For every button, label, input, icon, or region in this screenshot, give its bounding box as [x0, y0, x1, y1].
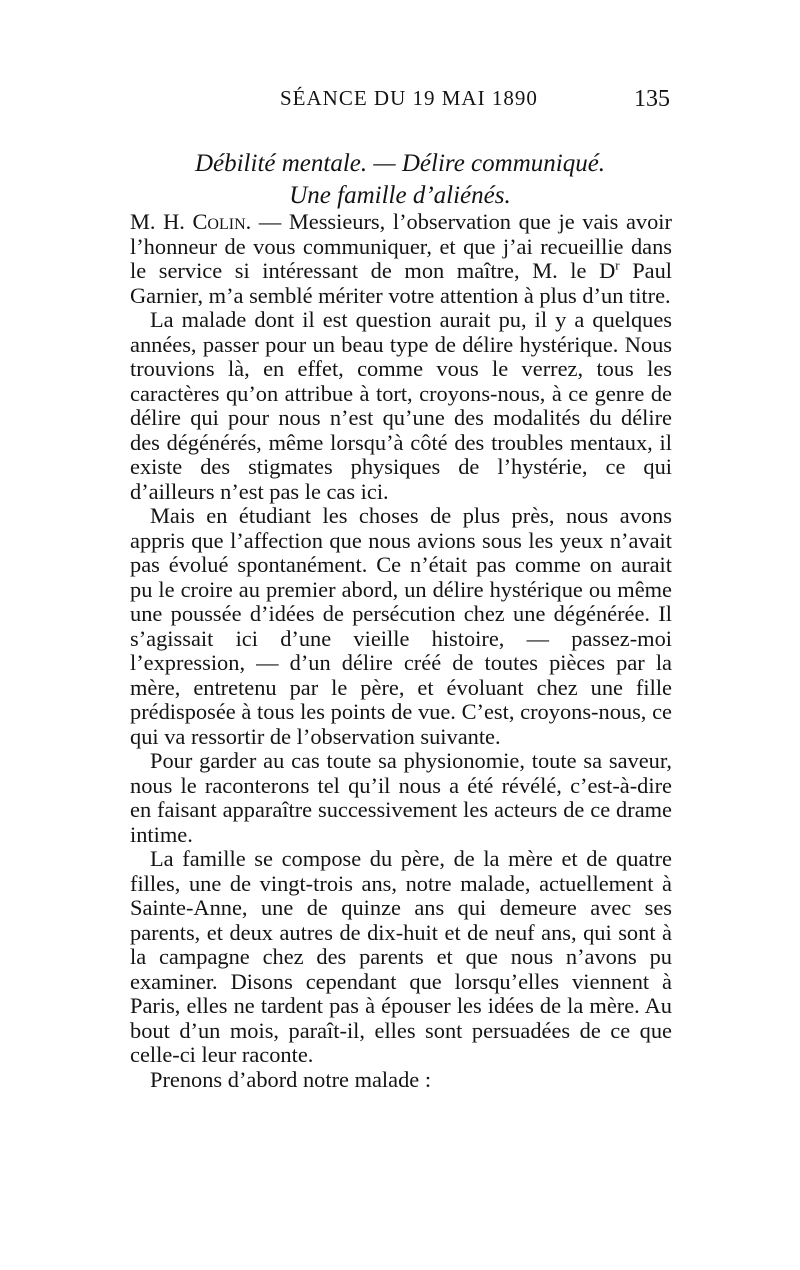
body-text: [130, 210, 672, 1092]
page-header: [130, 86, 670, 116]
paragraph-6: Prenons d’abord notre malade :: [150, 1066, 432, 1092]
paragraph-2: La malade dont il est question aurait pu, il y a quelques années, passer pour un beau type de délire hystérique. Nous trouvions là, en effet, comme vous le verrez, tous les caractères qu’on attribue à tort, croyons-nous, à ce genre de délire qui pour nous n’est qu’une des modalités du délire des dégénérés, même lorsqu’à côté des troubles mentaux, il existe des stigmates physiques de l’hystérie, ce qui d’ailleurs n’est pas le cas ici.: [130, 307, 672, 504]
section-title-line-2: Une famille d’aliénés.: [289, 182, 511, 209]
paragraph-5: La famille se compose du père, de la mère et de quatre filles, une de vingt-trois ans, notre malade, actuellement à Sainte-Anne, une de quinze ans qui demeure avec ses parents, et deux autres de dix-huit et de neuf ans, qui sont à la campagne chez des parents et que nous n’avons pu examiner. Disons cependant que lorsqu’elles viennent à Paris, elles ne tardent pas à épouser les idées de la mère. Au bout d’un mois, paraît-il, elles sont persuadées de ce que celle-ci leur raconte.: [130, 846, 672, 1067]
section-title: [130, 148, 670, 212]
paragraph-4: Pour garder au cas toute sa physionomie, toute sa saveur, nous le raconterons tel qu’il nous a été révélé, c’est-à-dire en faisant apparaître successivement les acteurs de ce drame intime.: [130, 748, 672, 847]
paragraph-1-text-b: Paul Garnier, m’a semblé mériter votre attention à plus d’un titre.: [130, 258, 673, 308]
doctor-superscript: r: [615, 257, 620, 273]
page-number: 135: [634, 86, 670, 112]
section-title-line-1: Débilité mentale. — Délire communiqué.: [194, 150, 606, 177]
paragraph-1: [130, 210, 672, 308]
paragraph-3: Mais en étudiant les choses de plus près, nous avons appris que l’affection que nous avions sous les yeux n’avait pas évolué spontanément. Ce n’était pas comme on aurait pu le croire au premier abord, un délire hystérique ou même une poussée d’idées de persécution chez une dégénérée. Il s’agissait ici d’une vieille histoire, — passez-moi l’expression, — d’un délire créé de toutes pièces par la mère, entretenu par le père, et évoluant chez une fille prédisposée à tous les points de vue. C’est, croyons-nous, ce qui va ressortir de l’observation suivante.: [130, 503, 672, 749]
speaker-name: M. H. Colin.: [130, 209, 252, 234]
running-head: SÉANCE DU 19 MAI 1890: [280, 86, 538, 110]
paragraph-1-text-a: — Messieurs, l’observation que je vais avoir l’honneur de vous communiquer, et que j’ai recueillie dans le service si intéressant de mon maître, M. le D: [130, 209, 672, 283]
